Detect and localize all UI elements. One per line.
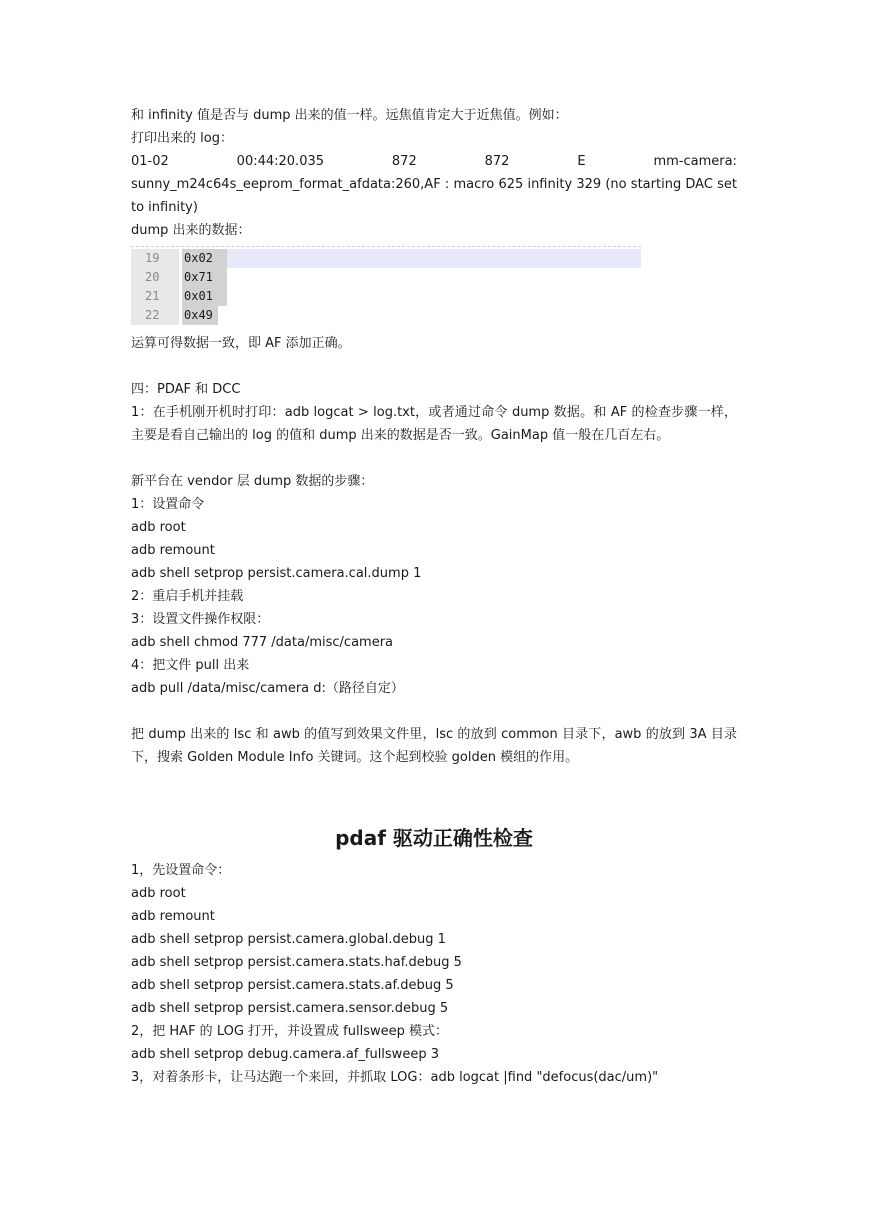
log-date: 01-02: [131, 154, 169, 169]
log-time: 00:44:20.035: [236, 154, 325, 169]
document-page: [131, 104, 737, 1089]
command-line: adb shell setprop persist.camera.stats.af.debug 5: [131, 978, 454, 993]
line-number: 19: [145, 251, 160, 265]
log-tid: 872: [484, 154, 510, 169]
log-level: E: [577, 154, 586, 169]
blank-line: [131, 447, 737, 470]
command-line: adb shell setprop persist.camera.cal.dump 1: [131, 566, 422, 581]
command-line: adb pull /data/misc/camera d:（路径自定）: [131, 681, 404, 696]
section-label: 四：PDAF 和 DCC: [131, 382, 241, 397]
blank-line: [131, 700, 737, 723]
blank-line: [131, 355, 737, 378]
command-line: adb root: [131, 520, 186, 535]
log-pid: 872: [391, 154, 417, 169]
log-line: [131, 150, 737, 173]
text-line: dump 出来的数据：: [131, 223, 251, 238]
current-line-highlight: [227, 249, 641, 268]
line-number: 22: [145, 308, 160, 322]
command-line: adb root: [131, 886, 186, 901]
command-line: adb shell setprop persist.camera.stats.haf.debug 5: [131, 955, 462, 970]
command-line: adb shell setprop persist.camera.global.debug 1: [131, 932, 446, 947]
dump-screenshot: [131, 246, 641, 326]
text-line: 2：重启手机并挂载: [131, 589, 244, 604]
command-line: adb remount: [131, 543, 215, 558]
blank-line: [131, 769, 737, 792]
text-line: 1，先设置命令：: [131, 863, 231, 878]
hex-value: 0x02: [184, 251, 213, 265]
hex-value: 0x01: [184, 289, 213, 303]
log-continuation: sunny_m24c64s_eeprom_format_afdata:260,AF : macro 625 infinity 329 (no starting DAC set to infinity): [131, 177, 737, 215]
section-heading: pdaf 驱动正确性检查: [335, 826, 533, 850]
text-line: 打印出来的 log：: [131, 131, 233, 146]
text-line: 3：设置文件操作权限：: [131, 612, 270, 627]
hex-value: 0x49: [184, 308, 213, 322]
command-line: adb shell setprop debug.camera.af_fullsweep 3: [131, 1047, 439, 1062]
text-line: 2，把 HAF 的 LOG 打开，并设置成 fullsweep 模式：: [131, 1024, 448, 1039]
divider: [131, 246, 641, 248]
blank-line: [131, 792, 737, 815]
line-number: 20: [145, 270, 160, 284]
line-number: 21: [145, 289, 160, 303]
text-line: 4：把文件 pull 出来: [131, 658, 250, 673]
command-line: adb shell chmod 777 /data/misc/camera: [131, 635, 394, 650]
paragraph: 把 dump 出来的 lsc 和 awb 的值写到效果文件里，lsc 的放到 common 目录下，awb 的放到 3A 目录下，搜索 Golden Module Info 关键词。这个起到校验 golden 模组的作用。: [131, 727, 737, 765]
command-line: adb remount: [131, 909, 215, 924]
log-tag: mm-camera:: [653, 154, 737, 169]
text-line: 运算可得数据一致，即 AF 添加正确。: [131, 336, 351, 351]
text-line: 和 infinity 值是否与 dump 出来的值一样。远焦值肯定大于近焦值。例如：: [131, 108, 568, 123]
command-line: adb shell setprop persist.camera.sensor.debug 5: [131, 1001, 449, 1016]
paragraph: 1：在手机刚开机时打印：adb logcat > log.txt，或者通过命令 dump 数据。和 AF 的检查步骤一样，主要是看自己输出的 log 的值和 dump 出来的数据是否一致。GainMap 值一般在几百左右。: [131, 405, 737, 443]
text-line: 1：设置命令: [131, 497, 205, 512]
hex-value: 0x71: [184, 270, 213, 284]
text-line: 3，对着条形卡，让马达跑一个来回，并抓取 LOG：adb logcat |find "defocus(dac/um)": [131, 1070, 659, 1085]
text-line: 新平台在 vendor 层 dump 数据的步骤：: [131, 474, 374, 489]
